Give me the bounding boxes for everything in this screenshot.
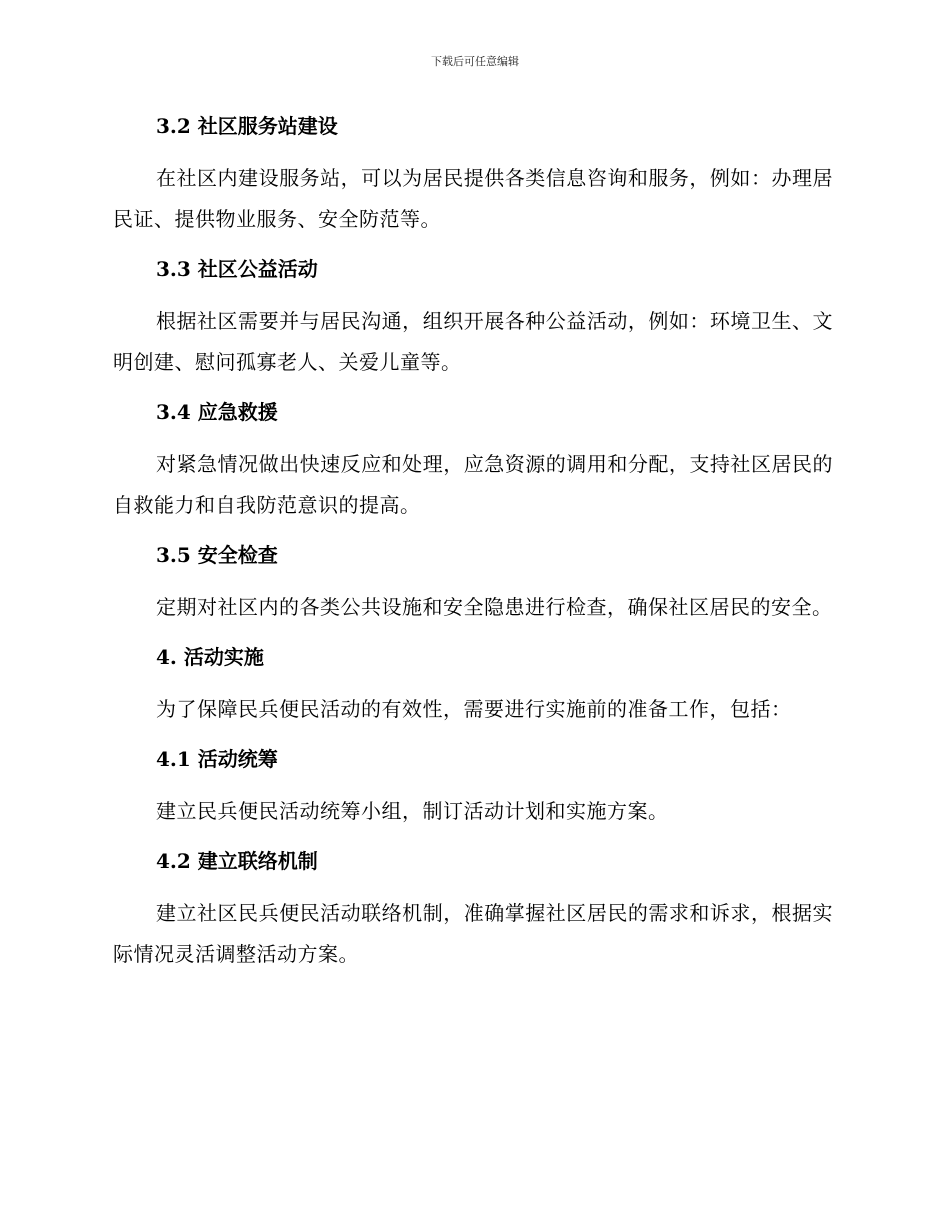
section-heading: 3.4 应急救援: [156, 400, 278, 424]
document-body: [113, 110, 833, 988]
section-heading: 3.5 安全检查: [156, 543, 278, 567]
section-4-1: [113, 743, 833, 832]
section-4-2: [113, 845, 833, 975]
section-3-5: [113, 539, 833, 628]
page-header: 下载后可任意编辑: [431, 55, 519, 68]
section-paragraph: 为了保障民兵便民活动的有效性，需要进行实施前的准备工作，包括：: [156, 697, 792, 721]
section-heading: 4.2 建立联络机制: [156, 849, 318, 873]
section-paragraph: 在社区内建设服务站，可以为居民提供各类信息咨询和服务，例如：办理居民证、提供物业服务、安全防范等。: [113, 166, 833, 231]
section-paragraph: 对紧急情况做出快速反应和处理，应急资源的调用和分配，支持社区居民的自救能力和自我防范意识的提高。: [113, 452, 833, 517]
section-heading: 4. 活动实施: [156, 645, 264, 669]
section-paragraph: 定期对社区内的各类公共设施和安全隐患进行检查，确保社区居民的安全。: [156, 595, 833, 619]
section-3-3: [113, 253, 833, 383]
section-paragraph: 建立民兵便民活动统筹小组，制订活动计划和实施方案。: [156, 799, 669, 823]
section-paragraph: 建立社区民兵便民活动联络机制，准确掌握社区居民的需求和诉求，根据实际情况灵活调整活动方案。: [113, 901, 833, 966]
section-paragraph: 根据社区需要并与居民沟通，组织开展各种公益活动，例如：环境卫生、文明创建、慰问孤寡老人、关爱儿童等。: [113, 309, 833, 374]
section-heading: 4.1 活动统筹: [156, 747, 278, 771]
section-4: [113, 641, 833, 730]
section-heading: 3.2 社区服务站建设: [156, 114, 338, 138]
section-3-2: [113, 110, 833, 240]
section-heading: 3.3 社区公益活动: [156, 257, 318, 281]
section-3-4: [113, 396, 833, 526]
